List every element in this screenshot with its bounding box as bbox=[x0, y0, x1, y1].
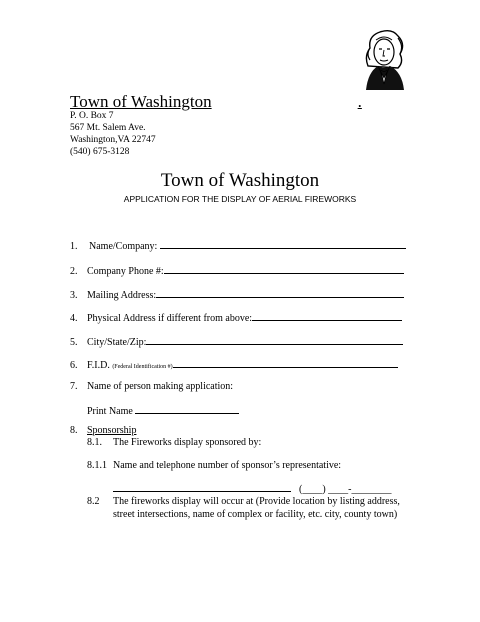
field-label: City/State/Zip: bbox=[87, 337, 147, 348]
field-mailing-address[interactable] bbox=[70, 288, 404, 302]
field-label: Name of person making application: bbox=[87, 381, 234, 392]
field-label: Mailing Address: bbox=[87, 290, 157, 301]
item-number: 8. bbox=[70, 425, 78, 436]
fill-line[interactable] bbox=[113, 482, 291, 492]
item-number: 2. bbox=[70, 266, 78, 277]
field-label: The Fireworks display sponsored by: bbox=[113, 437, 262, 448]
header-title: Town of Washington . bbox=[70, 92, 362, 111]
field-label: Name and telephone number of sponsor’s representative: bbox=[113, 460, 342, 471]
fill-line[interactable] bbox=[173, 358, 398, 368]
fill-line[interactable] bbox=[135, 404, 239, 414]
item-number: 8.1. bbox=[87, 437, 102, 448]
subitem-8-1-1 bbox=[87, 460, 341, 472]
field-physical-address[interactable] bbox=[70, 311, 402, 325]
field-label-note: (Federal Identification #) bbox=[112, 364, 173, 370]
item-number: 5. bbox=[70, 337, 78, 348]
subitem-8-2-line2: street intersections, name of complex or facility, etc. city, county town) bbox=[113, 509, 398, 520]
item-number: 7. bbox=[70, 381, 78, 392]
subitem-8-1 bbox=[87, 437, 261, 449]
washington-portrait-image bbox=[358, 26, 410, 90]
field-label: F.I.D. bbox=[87, 360, 113, 371]
section-heading: Sponsorship bbox=[87, 425, 137, 436]
fill-line[interactable] bbox=[156, 288, 404, 298]
field-print-name[interactable] bbox=[87, 404, 239, 418]
field-applicant-name bbox=[70, 381, 233, 393]
page-subtitle: APPLICATION FOR THE DISPLAY OF AERIAL FIREWORKS bbox=[123, 194, 357, 204]
sponsor-rep-fill[interactable] bbox=[113, 482, 392, 496]
item-number: 8.1.1 bbox=[87, 460, 107, 471]
field-label: Name/Company: bbox=[89, 241, 160, 252]
field-label: Print Name bbox=[87, 406, 136, 417]
field-label: The fireworks display will occur at (Provide location by listing address, bbox=[113, 496, 400, 507]
item-number: 3. bbox=[70, 290, 78, 301]
field-label: Company Phone #: bbox=[87, 266, 164, 277]
address-line-1: P. O. Box 7 bbox=[70, 111, 114, 121]
address-line-4: (540) 675-3128 bbox=[70, 147, 130, 157]
address-line-2: 567 Mt. Salem Ave. bbox=[70, 123, 146, 133]
item-number: 8.2 bbox=[87, 496, 100, 507]
field-company-phone[interactable] bbox=[70, 264, 404, 278]
subitem-8-2 bbox=[87, 496, 400, 508]
item-number: 4. bbox=[70, 313, 78, 324]
fill-line[interactable] bbox=[164, 264, 404, 274]
item-number: 6. bbox=[70, 360, 78, 371]
field-label: Physical Address if different from above: bbox=[87, 313, 253, 324]
phone-blank[interactable]: (____) ____-________ bbox=[299, 484, 392, 495]
item-number: 1. bbox=[70, 241, 78, 252]
address-line-3: Washington,VA 22747 bbox=[70, 135, 156, 145]
field-city-state-zip[interactable] bbox=[70, 335, 403, 349]
field-fid[interactable] bbox=[70, 358, 398, 373]
fill-line[interactable] bbox=[146, 335, 403, 345]
fill-line[interactable] bbox=[160, 239, 406, 249]
section-sponsorship bbox=[70, 425, 136, 437]
fill-line[interactable] bbox=[252, 311, 402, 321]
field-name-company[interactable] bbox=[70, 239, 406, 253]
page-title: Town of Washington bbox=[160, 170, 320, 191]
